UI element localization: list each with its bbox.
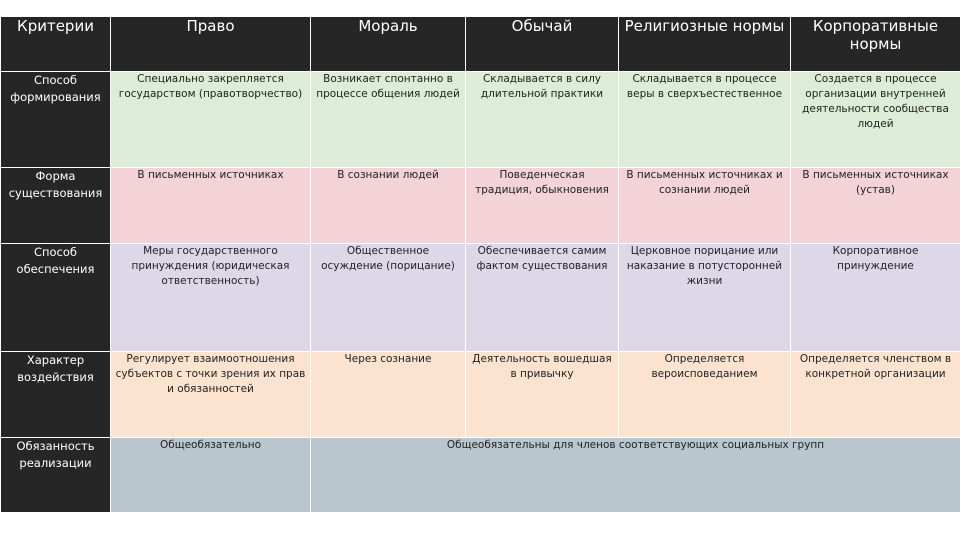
row-label: Способ обеспечения (1, 244, 111, 352)
cell-religious: Определяется вероисповеданием (619, 352, 791, 438)
table-row (1, 244, 960, 352)
table-row (1, 352, 960, 438)
cell-custom: Деятельность вошедшая в привычку (466, 352, 619, 438)
cell-corporate: В письменных источниках (устав) (791, 168, 960, 244)
row-label: Форма существования (1, 168, 111, 244)
cell-law: Общеобязательно (111, 438, 311, 513)
header-row (1, 17, 960, 72)
row-label: Обязанность реализации (1, 438, 111, 513)
cell-law: Регулирует взаимоотношения субъектов с точки зрения их прав и обязанностей (111, 352, 311, 438)
cell-morality: Через сознание (311, 352, 466, 438)
cell-religious: Складывается в процессе веры в сверхъестественное (619, 72, 791, 168)
cell-religious: В письменных источниках и сознании людей (619, 168, 791, 244)
header-law: Право (111, 17, 311, 72)
header-corporate: Корпоративные нормы (791, 17, 960, 72)
cell-custom: Складывается в силу длительной практики (466, 72, 619, 168)
cell-custom: Поведенческая традиция, обыкновения (466, 168, 619, 244)
cell-law: Меры государственного принуждения (юридическая ответственность) (111, 244, 311, 352)
cell-religious: Церковное порицание или наказание в потусторонней жизни (619, 244, 791, 352)
table-row (1, 168, 960, 244)
header-custom: Обычай (466, 17, 619, 72)
header-criteria: Критерии (1, 17, 111, 72)
cell-morality: Общественное осуждение (порицание) (311, 244, 466, 352)
cell-corporate: Создается в процессе организации внутренней деятельности сообщества людей (791, 72, 960, 168)
cell-custom: Обеспечивается самим фактом существования (466, 244, 619, 352)
cell-law: В письменных источниках (111, 168, 311, 244)
cell-corporate: Корпоративное принуждение (791, 244, 960, 352)
comparison-table (0, 16, 960, 513)
header-religious: Религиозные нормы (619, 17, 791, 72)
row-label: Характер воздействия (1, 352, 111, 438)
cell-morality: В сознании людей (311, 168, 466, 244)
header-morality: Мораль (311, 17, 466, 72)
cell-corporate: Определяется членством в конкретной организации (791, 352, 960, 438)
row-label: Способ формирования (1, 72, 111, 168)
table-row (1, 438, 960, 513)
table-row (1, 72, 960, 168)
cell-others-merged: Общеобязательны для членов соответствующих социальных групп (311, 438, 960, 513)
cell-law: Специально закрепляется государством (правотворчество) (111, 72, 311, 168)
cell-morality: Возникает спонтанно в процессе общения людей (311, 72, 466, 168)
